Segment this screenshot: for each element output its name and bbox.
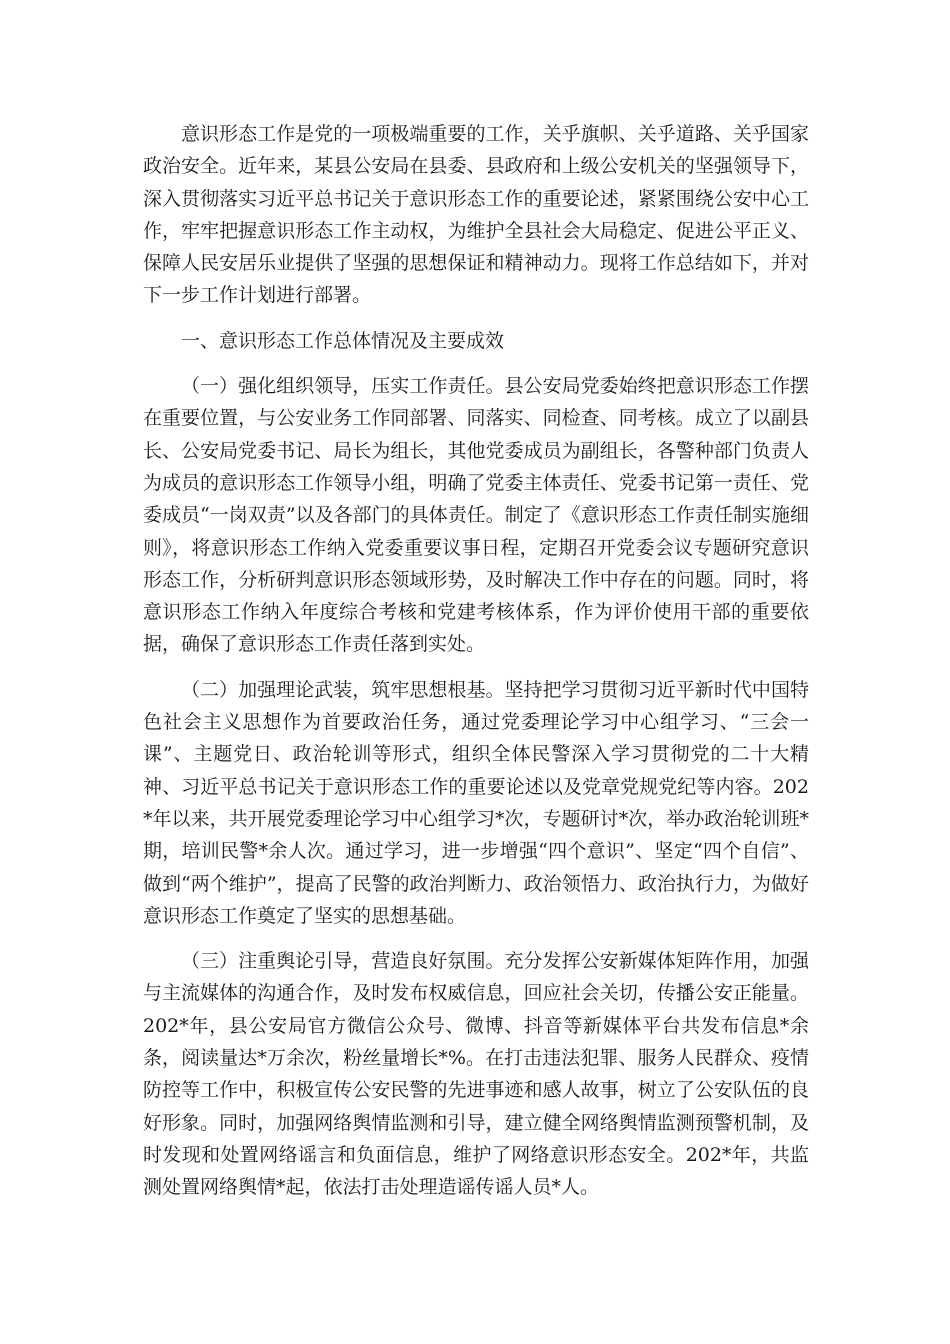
section-heading: 一、意识形态工作总体情况及主要成效 <box>181 329 505 352</box>
document-body <box>143 118 809 1217</box>
subsection-paragraph-2: （二）加强理论武装，筑牢思想根基。坚持把学习贯彻习近平新时代中国特色社会主义思想作为首要政治任务，通过党委理论学习中心组学习、“三会一课”、主题党日、政治轮训等形式，组织全体民警深入学习贯彻党的二十大精神、习近平总书记关于意识形态工作的重要论述以及党章党规党纪等内容。202*年以来，共开展党委理论学习中心组学习*次，专题研讨*次，举办政治轮训班*期，培训民警*余人次。通过学习，进一步增强“四个意识”、坚定“四个自信”、做到“两个维护”，提高了民警的政治判断力、政治领悟力、政治执行力，为做好意识形态工作奠定了坚实的思想基础。 <box>143 678 809 927</box>
intro-paragraph: 意识形态工作是党的一项极端重要的工作，关乎旗帜、关乎道路、关乎国家政治安全。近年来，某县公安局在县委、县政府和上级公安机关的坚强领导下，深入贯彻落实习近平总书记关于意识形态工作的重要论述，紧紧围绕公安中心工作，牢牢把握意识形态工作主动权，为维护全县社会大局稳定、促进公平正义、保障人民安居乐业提供了坚强的思想保证和精神动力。现将工作总结如下，并对下一步工作计划进行部署。 <box>143 123 809 307</box>
subsection-paragraph-1: （一）强化组织领导，压实工作责任。县公安局党委始终把意识形态工作摆在重要位置，与公安业务工作同部署、同落实、同检查、同考核。成立了以副县长、公安局党委书记、局长为组长，其他党委成员为副组长，各警种部门负责人为成员的意识形态工作领导小组，明确了党委主体责任、党委书记第一责任、党委成员“一岗双责”以及各部门的具体责任。制定了《意识形态工作责任制实施细则》，将意识形态工作纳入党委重要议事日程，定期召开党委会议专题研究意识形态工作，分析研判意识形态领域形势，及时解决工作中存在的问题。同时，将意识形态工作纳入年度综合考核和党建考核体系，作为评价使用干部的重要依据，确保了意识形态工作责任落到实处。 <box>143 375 809 656</box>
subsection-paragraph-3: （三）注重舆论引导，营造良好氛围。充分发挥公安新媒体矩阵作用，加强与主流媒体的沟通合作，及时发布权威信息，回应社会关切，传播公安正能量。202*年，县公安局官方微信公众号、微博、抖音等新媒体平台共发布信息*余条，阅读量达*万余次，粉丝量增长*%。在打击违法犯罪、服务人民群众、疫情防控等工作中，积极宣传公安民警的先进事迹和感人故事，树立了公安队伍的良好形象。同时，加强网络舆情监测和引导，建立健全网络舆情监测预警机制，及时发现和处置网络谣言和负面信息，维护了网络意识形态安全。202*年，共监测处置网络舆情*起，依法打击处理造谣传谣人员*人。 <box>143 950 809 1199</box>
